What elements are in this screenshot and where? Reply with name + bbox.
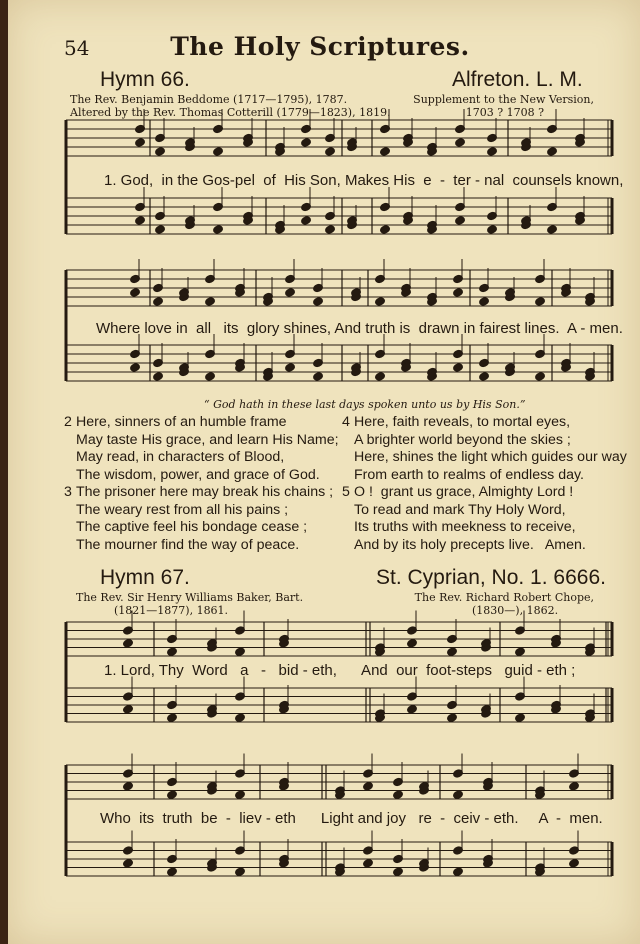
verse-line: Here, shines the light which guides our way — [354, 449, 627, 465]
verse-line: From earth to realms of endless day. — [354, 466, 584, 483]
verse-line: The weary rest from all his pains ; — [76, 501, 289, 518]
hymn-66-footnote: “ God hath in these last days spoken unto us by His Son.” — [204, 398, 526, 411]
verse-line: O ! grant us grace, Almighty Lord ! — [354, 484, 574, 500]
verse-line: Its truths with meekness to receive, — [354, 519, 576, 535]
verse-line: May taste His grace, and learn His Name; — [76, 431, 339, 448]
verse-5 — [342, 484, 586, 554]
hymn-67-lyric-1: 1. Lord, Thy Word a - bid - eth, And our foot-steps guid - eth ; — [104, 662, 576, 679]
page-number: 54 — [64, 36, 90, 60]
bass-notes-2 — [130, 334, 596, 381]
treble-staff-3 — [66, 622, 612, 656]
page-title: The Holy Scriptures. — [170, 32, 470, 61]
verse-line: The mourner find the way of peace. — [76, 536, 300, 553]
treble-notes-4 — [123, 754, 580, 800]
verse-line: And by its holy precepts live. Amen. — [354, 536, 586, 553]
hymn-67-tune-date: (1830—), 1862. — [472, 604, 559, 617]
verse-line: Here, faith reveals, to mortal eyes, — [354, 414, 571, 430]
verse-line: A brighter world beyond the skies ; — [354, 431, 571, 448]
hymn-67-author-date: (1821—1877), 1861. — [114, 604, 229, 617]
verse-line: To read and mark Thy Holy Word, — [354, 501, 566, 518]
bass-notes-4 — [123, 831, 580, 877]
bass-staff-3 — [66, 688, 612, 722]
hymn-66-tune: Alfreton. L. M. — [452, 68, 583, 91]
verse-line: Here, sinners of an humble frame — [76, 414, 287, 430]
treble-notes-2 — [130, 259, 596, 306]
treble-notes-3 — [123, 611, 596, 657]
verse-3 — [64, 484, 334, 554]
verse-number: 3 — [64, 484, 72, 500]
hymn-67-title: Hymn 67. — [100, 566, 190, 589]
hymn-66-lyric-2: Where love in all its glory shines, And truth is drawn in fairest lines. A - men. — [96, 320, 623, 337]
hymn-66-lyric-1: 1. God, in the Gos-pel of His Son, Makes His e - ter - nal counsels known, — [104, 172, 624, 189]
bass-notes-1 — [135, 187, 586, 234]
hymn-67-author: The Rev. Sir Henry Williams Baker, Bart. — [76, 591, 304, 604]
verse-line: May read, in characters of Blood, — [76, 449, 285, 465]
hymn-66-title: Hymn 66. — [100, 68, 190, 91]
hymn-67-lyric-2: Who its truth be - liev - eth Light and joy re - ceiv - eth. A - men. — [100, 810, 603, 827]
hymn-67-tune: St. Cyprian, No. 1. 6666. — [376, 566, 606, 589]
treble-notes-1 — [135, 109, 586, 156]
hymn-66-author-alt: Altered by the Rev. Thomas Cotterill (1779—1823), 1819. — [70, 106, 391, 119]
bass-staff-2 — [66, 345, 612, 381]
verse-line: The wisdom, power, and grace of God. — [76, 466, 320, 483]
verse-line: The captive feel his bondage cease ; — [76, 519, 308, 535]
verse-4 — [342, 414, 627, 484]
hymn-66-tune-credit: Supplement to the New Version, — [413, 93, 594, 106]
hymn-67-tune-credit: The Rev. Richard Robert Chope, — [414, 591, 594, 604]
bass-notes-3 — [123, 677, 596, 723]
verse-line: The prisoner here may break his chains ; — [76, 484, 334, 500]
hymn-66-tune-date: 1703 ? 1708 ? — [465, 106, 544, 119]
hymn-66-author: The Rev. Benjamin Beddome (1717—1795), 1787. — [70, 93, 348, 106]
treble-staff-2 — [66, 270, 612, 306]
verse-2 — [64, 414, 339, 484]
verse-number: 5 — [342, 484, 350, 500]
verse-number: 4 — [342, 414, 350, 430]
verse-number: 2 — [64, 414, 72, 430]
